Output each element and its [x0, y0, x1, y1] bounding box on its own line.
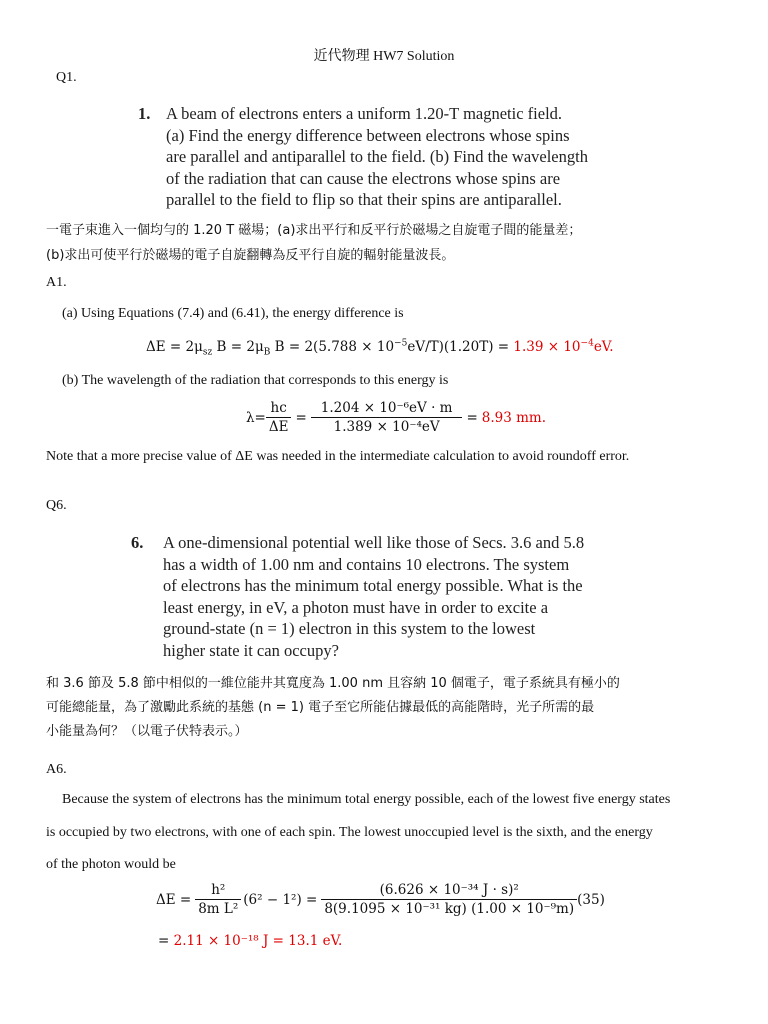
q1-problem-line: parallel to the field to flip so that their spins are antiparallel. — [166, 190, 562, 209]
a1-equation-2: λ= $\frac{hc}{\Delta E}$ = $\frac{\text{1.204 × 10⁻⁶eV · m}}{\text{1.389 × 10⁻⁴eV}}$ = 8.93 mm. — [246, 400, 547, 435]
a1-part-a: (a) Using Equations (7.4) and (6.41), the energy difference is — [62, 306, 404, 321]
a6-result-eq: = — [158, 933, 170, 949]
a6-para-line: of the photon would be — [46, 857, 176, 872]
eq1-sub2: B — [263, 347, 271, 358]
q1-label: Q1. — [56, 70, 77, 85]
eq2-num1: hc — [266, 400, 292, 418]
q6-number: 6. — [131, 533, 144, 552]
q6-problem-line: ground-state (n = 1) electron in this system to the lowest — [163, 619, 536, 638]
eq2-result: 8.93 mm. — [481, 409, 547, 426]
a6-equation — [156, 882, 605, 917]
eq1-result-value: 1.39 × 10 — [513, 339, 581, 355]
a6-paren: (6² − 1²) = — [243, 891, 318, 908]
q1-problem-line: of the radiation that can cause the electrons whose spins are — [166, 168, 561, 188]
a6-frac2-den: 8(9.1095 × 10⁻³¹ kg) (1.00 × 10⁻⁹m) — [324, 901, 575, 917]
q1-problem-line: (a) Find the energy difference between electrons whose spins — [166, 125, 570, 145]
q6-problem-number — [131, 532, 143, 554]
a6-para-line: Because the system of electrons has the minimum total energy possible, each of the lowest five energy states — [62, 792, 671, 807]
q1-problem-line: A beam of electrons enters a uniform 1.20-T magnetic field. — [166, 104, 563, 123]
eq2-den1: ΔE — [268, 419, 289, 435]
q6-problem-line: of electrons has the minimum total energy possible. What is the — [163, 576, 583, 595]
eq1-exp: −5 — [394, 338, 408, 349]
eq1-tail: eV/T)(1.20T) = — [407, 339, 510, 355]
eq1-result — [513, 339, 613, 355]
q6-label: Q6. — [46, 498, 67, 513]
a1-note: Note that a more precise value of ΔE was needed in the intermediate calculation to avoid roundoff error. — [46, 449, 630, 464]
a6-result: 2.11 × 10⁻¹⁸ J = 13.1 eV. — [173, 933, 343, 949]
q6-problem-line: A one-dimensional potential well like those of Secs. 3.6 and 5.8 — [163, 533, 585, 552]
eq1-result-exp: −4 — [580, 338, 594, 349]
q1-problem-line: are parallel and antiparallel to the field. (b) Find the wavelength — [166, 147, 588, 166]
a1-equation-1 — [146, 338, 614, 358]
q1-chinese-line: 一電子束進入一個均勻的 1.20 T 磁場；(a)求出平行和反平行於磁場之自旋電子間的能量差； — [46, 223, 582, 238]
a1-part-b: (b) The wavelength of the radiation that corresponds to this energy is — [62, 373, 449, 388]
eq1-lhs: ΔE = 2μ — [146, 339, 203, 355]
a6-eq-lhs: ΔE = — [156, 891, 192, 908]
a6-frac1-den: 8m L² — [198, 901, 239, 917]
q6-problem-line: higher state it can occupy? — [163, 640, 339, 660]
a6-label: A6. — [46, 762, 67, 777]
eq2-num2: 1.204 × 10⁻⁶eV · m — [311, 400, 463, 418]
a6-result-line — [158, 933, 342, 949]
q1-chinese-line: (b)求出可使平行於磁場的電子自旋翻轉為反平行自旋的輻射能量波長。 — [46, 248, 455, 263]
eq2-den2: 1.389 × 10⁻⁴eV — [333, 419, 440, 435]
q6-problem-text — [163, 532, 584, 661]
eq1-sub: sz — [202, 347, 213, 358]
a6-frac2-num: (6.626 × 10⁻³⁴ J · s)² — [321, 882, 577, 900]
eq2-fraction-1 — [266, 400, 292, 435]
a6-fraction-1 — [195, 882, 241, 917]
q1-problem-number — [138, 103, 150, 125]
eq1-rhs: B = 2(5.788 × 10 — [274, 339, 395, 355]
q1-problem-text — [166, 103, 588, 211]
document-title: 近代物理 HW7 Solution — [313, 49, 455, 64]
eq1-mid: B = 2μ — [216, 339, 264, 355]
a6-fraction-2 — [321, 882, 577, 917]
eq2-fraction-2 — [311, 400, 463, 435]
a6-para-line: is occupied by two electrons, with one of each spin. The lowest unoccupied level is the sixth, and the energy — [46, 825, 653, 840]
q6-problem-line: has a width of 1.00 nm and contains 10 electrons. The system — [163, 554, 570, 574]
q6-chinese-line: 小能量為何？（以電子伏特表示。） — [46, 724, 248, 739]
a6-tail: (35) — [577, 891, 605, 908]
q1-number: 1. — [138, 104, 151, 123]
q6-chinese-line: 可能總能量，為了激勵此系統的基態 (n = 1) 電子至它所能佔據最低的高能階時，光子所需的最 — [46, 700, 595, 715]
q6-chinese-line: 和 3.6 節及 5.8 節中相似的一維位能井其寬度為 1.00 nm 且容納 10 個電子，電子系統具有極小的 — [46, 676, 620, 691]
q6-problem-line: least energy, in eV, a photon must have in order to excite a — [163, 597, 549, 617]
a6-frac1-num: h² — [195, 882, 241, 900]
eq1-result-unit: eV. — [593, 339, 614, 355]
eq2-lambda: λ= — [246, 409, 266, 426]
a1-label: A1. — [46, 275, 67, 290]
